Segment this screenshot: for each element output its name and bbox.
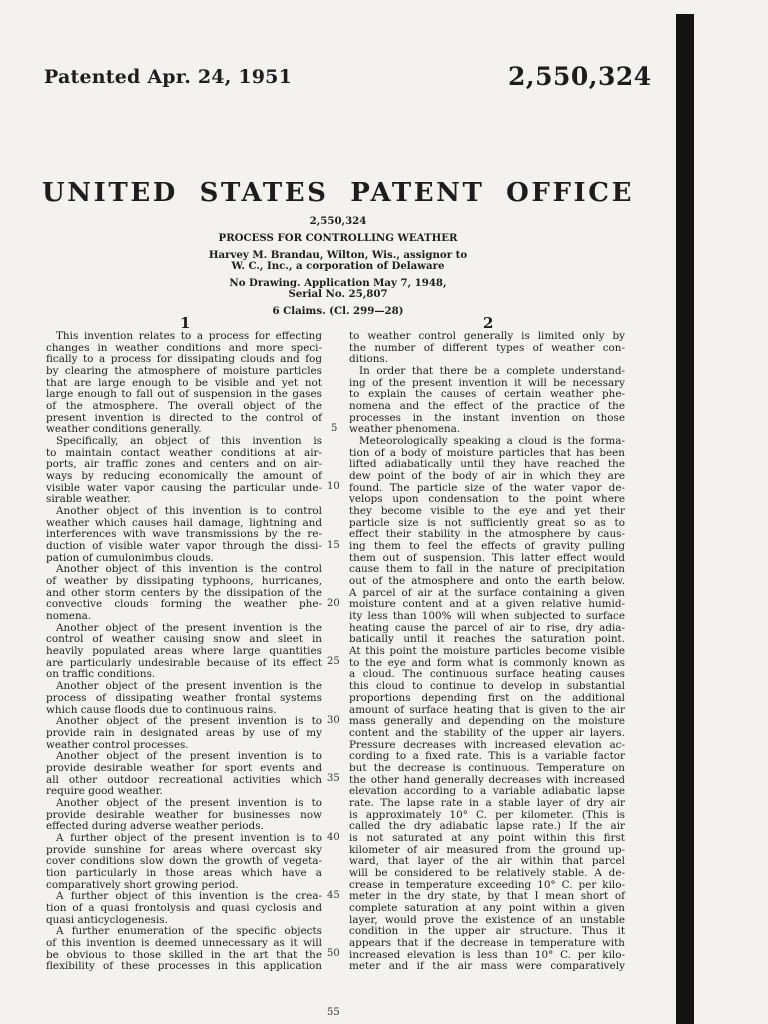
text-line: out of the atmosphere and onto the earth below. <box>349 575 625 588</box>
text-line: process of dissipating weather frontal systems <box>46 691 322 704</box>
text-line: Another object of this invention is the control <box>56 563 322 576</box>
text-line: appears that if the decrease in temperature with <box>349 936 625 949</box>
column-number-1: 1 <box>180 314 191 332</box>
text-line: fically to a process for dissipating clouds and fog <box>46 353 322 366</box>
text-line: a cloud. The continuous surface heating causes <box>349 668 625 681</box>
text-line: Meteorologically speaking a cloud is the forma- <box>359 435 625 448</box>
text-line: present invention is directed to the control of <box>46 411 322 424</box>
claims-line: 6 Claims. (Cl. 299—28) <box>272 305 404 317</box>
column-number-2: 2 <box>483 314 494 332</box>
text-line: Another object of this invention is to control <box>56 505 322 518</box>
text-line: velops upon condensation to the point where <box>349 493 625 506</box>
text-line: proportions depending first on the additional <box>349 691 625 704</box>
text-line: interferences with wave transmissions by the re- <box>46 528 322 541</box>
text-line: provide rain in designated areas by use of my <box>46 726 322 739</box>
text-line: ing them to feel the effects of gravity pulling <box>349 540 625 553</box>
text-line: them out of suspension. This latter effect would <box>349 551 625 564</box>
line-number: 15 <box>327 539 340 551</box>
text-line: Another object of the present invention is the <box>56 680 322 693</box>
text-line: this cloud to continue to develop in substantial <box>349 680 625 693</box>
text-line: batically until it reaches the saturation point. <box>349 633 625 646</box>
column-1-text <box>46 331 322 973</box>
text-line: control of weather causing snow and sleet in <box>46 633 322 646</box>
text-line: increased elevation is less than 10° C. per kilo- <box>349 948 625 961</box>
text-line: comparatively short growing period. <box>46 878 239 891</box>
text-line: nomena and the effect of the practice of the <box>349 400 625 413</box>
text-line: of this invention is deemed unnecessary as it will <box>46 936 322 949</box>
text-line: moisture content and at a given relative humid- <box>349 598 625 611</box>
meta-number: 2,550,324 <box>309 215 367 227</box>
text-line: provide desirable weather for sport events and <box>46 761 322 774</box>
text-line: complete saturation at any point within a given <box>349 901 625 914</box>
text-line: Another object of the present invention is to <box>56 750 322 763</box>
text-line: weather which causes hail damage, lightning and <box>46 516 322 529</box>
text-line: A parcel of air at the surface containing a given <box>349 586 625 599</box>
text-line: cover conditions slow down the growth of vegeta- <box>46 855 322 868</box>
text-line: amount of surface heating that is given to the air <box>349 703 625 716</box>
text-line: will be considered to be relatively stable. A de- <box>349 866 625 879</box>
text-line: to maintain contact weather conditions at air- <box>46 446 322 459</box>
text-line: weather phenomena. <box>349 423 461 436</box>
text-line: condition in the upper air structure. Thus it <box>349 925 625 938</box>
text-line: rate. The lapse rate in a stable layer of dry air <box>349 796 625 809</box>
text-line: heavily populated areas where large quantities <box>46 645 322 658</box>
line-number: 5 <box>331 422 338 434</box>
text-line: ports, air traffic zones and centers and on air- <box>46 458 322 471</box>
text-line: Another object of the present invention is the <box>56 621 322 634</box>
text-line: meter and if the air mass were comparatively <box>349 960 625 973</box>
office-title: UNITED STATES PATENT OFFICE <box>42 178 634 208</box>
text-line: be obvious to those skilled in the art that the <box>46 948 322 961</box>
text-line: processes in the instant invention on those <box>349 411 625 424</box>
text-line: all other outdoor recreational activities which <box>46 773 322 786</box>
patent-date: Patented Apr. 24, 1951 <box>44 66 293 88</box>
text-line: pation of cumulonimbus clouds. <box>46 551 214 564</box>
text-line: of the atmosphere. The overall object of the <box>46 400 322 413</box>
text-line: to explain the causes of certain weather phe- <box>349 388 625 401</box>
text-line: content and the stability of the upper air layers. <box>349 726 625 739</box>
text-line: ity less than 100% will when subjected to surface <box>349 610 625 623</box>
text-line: quasi anticyclogenesis. <box>46 913 168 926</box>
text-line: ing of the present invention it will be necessary <box>349 376 625 389</box>
text-line: ward, that layer of the air within that parcel <box>349 855 625 868</box>
text-line: cause them to fall in the nature of precipitation <box>349 563 625 576</box>
text-line: Another object of the present invention is to <box>56 715 322 728</box>
text-line: tion of a body of moisture particles that has been <box>349 446 625 459</box>
text-line: on traffic conditions. <box>46 668 156 681</box>
text-line: and other storm centers by the dissipation of the <box>46 586 322 599</box>
text-line: A further object of the present invention is to <box>56 831 322 844</box>
invention-title: PROCESS FOR CONTROLLING WEATHER <box>218 232 458 244</box>
line-number: 35 <box>327 773 340 785</box>
text-line: tion of a quasi frontolysis and quasi cyclosis and <box>46 901 322 914</box>
text-line: to the eye and form what is commonly known as <box>349 656 625 669</box>
text-line: by clearing the atmosphere of moisture particles <box>46 365 322 378</box>
text-line: provide desirable weather for businesses now <box>46 808 322 821</box>
line-number: 25 <box>327 656 340 668</box>
text-line: In order that there be a complete understand- <box>359 365 625 378</box>
line-number: 20 <box>327 597 340 609</box>
line-number: 40 <box>327 831 340 843</box>
text-line: layer, would prove the existence of an unstable <box>349 913 625 926</box>
line-number: 45 <box>327 889 340 901</box>
text-line: elevation according to a variable adiabatic lapse <box>349 785 625 798</box>
text-line: they become visible to the eye and yet their <box>349 505 625 518</box>
text-line: called the dry adiabatic lapse rate.) If the air <box>349 820 625 833</box>
text-line: is not saturated at any point within this first <box>349 831 625 844</box>
serial-line: Serial No. 25,807 <box>288 288 388 300</box>
text-line: Pressure decreases with increased elevation ac- <box>349 738 625 751</box>
text-line: heating cause the parcel of air to rise, dry adia- <box>349 621 625 634</box>
text-line: the other hand generally decreases with increased <box>349 773 625 786</box>
text-line: that are large enough to be visible and yet not <box>46 376 322 389</box>
text-line: weather conditions generally. <box>46 423 202 436</box>
text-line: of weather by dissipating typhoons, hurricanes, <box>46 575 322 588</box>
text-line: visible water vapor causing the particular unde- <box>46 481 322 494</box>
text-line: flexibility of these processes in this application <box>46 960 322 973</box>
text-line: the number of different types of weather con- <box>349 341 625 354</box>
patent-number: 2,550,324 <box>508 62 652 91</box>
text-line: duction of visible water vapor through the dissi- <box>46 540 322 553</box>
text-line: which cause floods due to continuous rains. <box>46 703 277 716</box>
line-number: 30 <box>327 714 340 726</box>
line-number: 55 <box>327 1006 340 1018</box>
application-line: No Drawing. Application May 7, 1948, <box>229 277 447 289</box>
text-line: weather control processes. <box>46 738 189 751</box>
text-line: meter in the dry state, by that I mean short of <box>349 890 625 903</box>
column-2-text <box>349 331 625 973</box>
text-line: but the decrease is continuous. Temperature on <box>349 761 625 774</box>
text-line: sirable weather. <box>46 493 131 506</box>
text-line: are particularly undesirable because of its effect <box>46 656 322 669</box>
text-line: At this point the moisture particles become visible <box>349 645 625 658</box>
text-line: effected during adverse weather periods. <box>46 820 264 833</box>
text-line: Specifically, an object of this invention is <box>56 435 322 448</box>
text-line: found. The particle size of the water vapor de- <box>349 481 625 494</box>
text-line: ditions. <box>349 353 389 366</box>
inventor-line-1: Harvey M. Brandau, Wilton, Wis., assignor to <box>208 249 468 261</box>
text-line: is approximately 10° C. per kilometer. (This is <box>349 808 625 821</box>
text-line: cording to a fixed rate. This is a variable factor <box>349 750 625 763</box>
text-line: provide sunshine for areas where overcast sky <box>46 843 322 856</box>
text-line: This invention relates to a process for effecting <box>56 330 322 342</box>
text-line: tion particularly in those areas which have a <box>46 866 322 879</box>
text-line: Another object of the present invention is to <box>56 796 322 809</box>
text-line: large enough to fall out of suspension in the gases <box>46 388 322 401</box>
text-line: A further enumeration of the specific objects <box>56 925 322 938</box>
text-line: lifted adiabatically until they have reached the <box>349 458 625 471</box>
text-line: require good weather. <box>46 785 163 798</box>
text-line: effect their stability in the atmosphere by caus- <box>349 528 625 541</box>
text-line: A further object of this invention is the crea- <box>56 890 322 903</box>
text-line: changes in weather conditions and more speci- <box>46 341 322 354</box>
inventor-line-2: W. C., Inc., a corporation of Delaware <box>231 260 445 272</box>
text-line: to weather control generally is limited only by <box>349 330 625 342</box>
line-number: 10 <box>327 481 340 493</box>
line-number: 50 <box>327 948 340 960</box>
text-line: kilometer of air measured from the ground up- <box>349 843 625 856</box>
text-line: convective clouds forming the weather phe- <box>46 598 322 611</box>
text-line: ways by reducing economically the amount of <box>46 470 322 483</box>
text-line: particle size is not sufficiently great so as to <box>349 516 625 529</box>
text-line: crease in temperature exceeding 10° C. per kilo- <box>349 878 625 891</box>
text-line: mass generally and depending on the moisture <box>349 715 625 728</box>
text-line: dew point of the body of air in which they are <box>349 470 625 483</box>
text-line: nomena. <box>46 610 92 623</box>
page-edge-bar <box>676 14 694 1024</box>
